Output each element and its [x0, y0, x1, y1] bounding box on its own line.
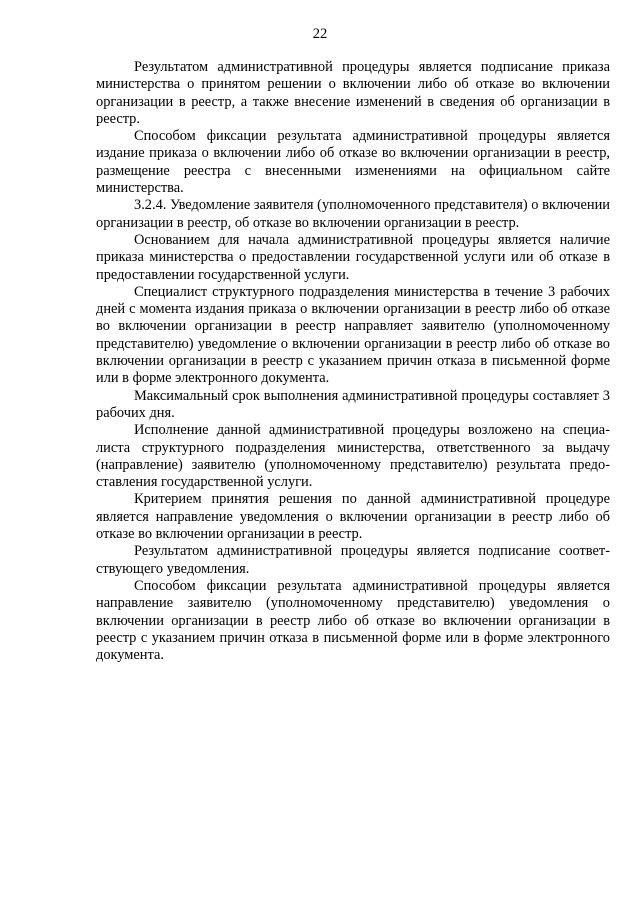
paragraph-specialist-notification: Специалист структурного подразделения министерства в течение 3 рабочих дней с момента издания приказа о включении организации в реестр либо об отказе во включении организации в реестр направляет заявителю (уполномоченному представителю) уведомление о включении организации в реестр либо об отказе во включении организации в реестр с указанием причин отказа в письменной форме или в форме электронного документа.	[96, 283, 610, 387]
paragraph-procedure-basis: Основанием для начала административной процедуры является наличие приказа министерства о предоставлении государственной услуги или об отказе в предоставлении государственной услуги.	[96, 231, 610, 283]
paragraph-section-3-2-4-heading: 3.2.4. Уведомление заявителя (уполномоченного представителя) о включении организации в реестр, об отказе во включении организации в реестр.	[96, 197, 610, 231]
paragraph-responsible-specialist: Исполнение данной административной процедуры возложено на специалиста структурного подразделения министерства, ответственного за выдачу (направление) заявителю (уполномоченному представителю) результата предоставления государственной услуги.	[96, 422, 610, 491]
paragraph-max-duration: Максимальный срок выполнения административной процедуры составляет 3 рабочих дня.	[96, 387, 610, 421]
paragraph-result-notification-signing: Результатом административной процедуры является подписание соответствующего уведомления.	[96, 543, 610, 577]
page-number: 22	[312, 26, 328, 42]
paragraph-result-order-signing: Результатом административной процедуры является подписание приказа министерства о принятом решении о включении либо об отказе во включении организации в реестр, а также внесение изменений в сведения об организации в реестр.	[96, 59, 610, 127]
paragraph-result-fixation-notification: Способом фиксации результата административной процедуры является направление заявителю (уполномоченному представителю) уведомления о включении организации в реестр либо об отказе во включении организации в реестр с указанием причин отказа в письменной форме или в форме электронного документа.	[96, 577, 610, 664]
paragraph-result-fixation-order: Способом фиксации результата административной процедуры является издание приказа о включении либо об отказе во включении организации в реестр, размещение реестра с внесенными изменениями на официальном сайте министерства.	[96, 128, 610, 197]
paragraph-decision-criterion: Критерием принятия решения по данной административной процедуре является направление уведомления о включении организации в реестр либо об отказе во включении организации в реестр.	[96, 491, 610, 543]
document-body	[96, 59, 610, 664]
